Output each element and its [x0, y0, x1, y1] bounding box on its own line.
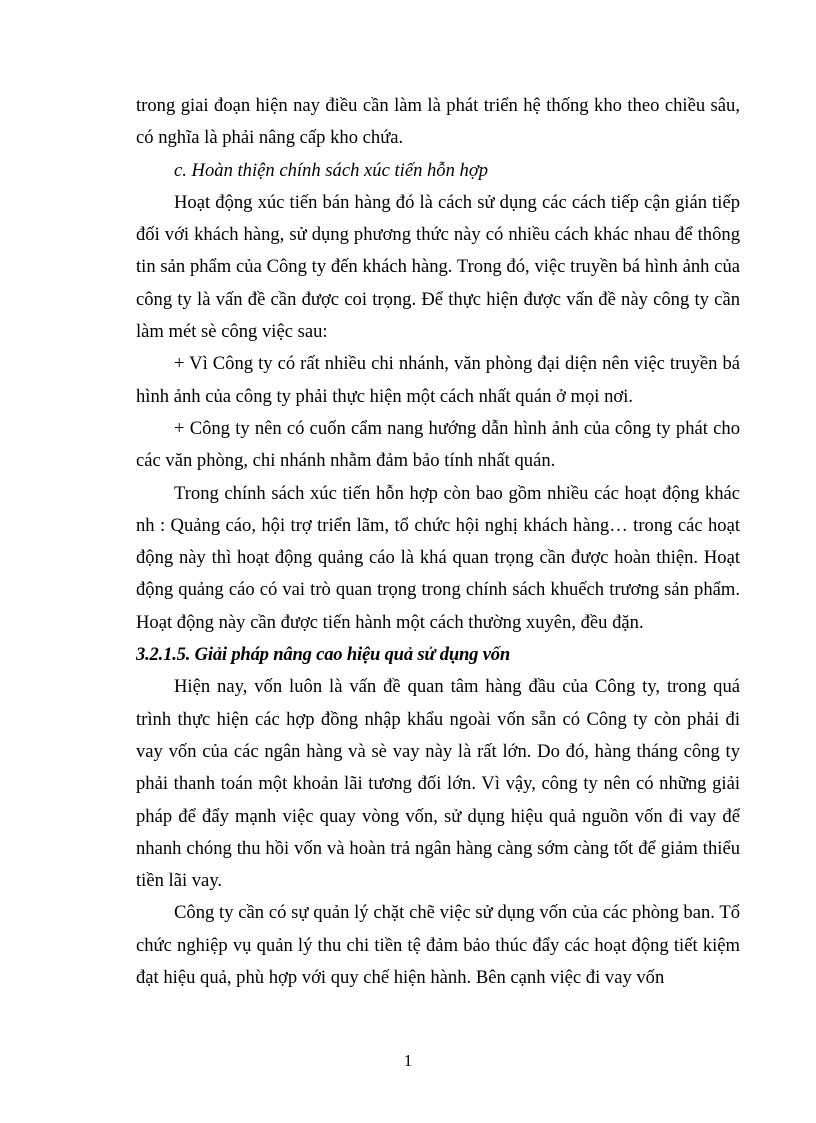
paragraph-capital-loans: Hiện nay, vốn luôn là vấn đề quan tâm hàng đầu của Công ty, trong quá trình thực hiện các hợp đồng nhập khẩu ngoài vốn sẵn có Công ty còn phải đi vay vốn của các ngân hàng và sè vay này là rất lớn. Do đó, hàng tháng công ty phải thanh toán một khoản lãi tương đối lớn. Vì vậy, công ty nên có những giải pháp để đẩy mạnh việc quay vòng vốn, sử dụng hiệu quả nguồn vốn đi vay để nhanh chóng thu hồi vốn và hoàn trả ngân hàng càng sớm càng tốt để giảm thiểu tiền lãi vay.	[136, 676, 740, 892]
section-heading-capital: 3.2.1.5. Giải pháp nâng cao hiệu quả sử dụng vốn	[136, 644, 511, 666]
document-body	[136, 90, 740, 994]
page-number: 1	[403, 1051, 413, 1070]
paragraph-bullet-handbook: + Công ty nên có cuốn cẩm nang hướng dẫn hình ảnh của công ty phát cho các văn phòng, chi nhánh nhằm đảm bảo tính nhất quán.	[136, 417, 740, 472]
paragraph-advertising: Trong chính sách xúc tiến hỗn hợp còn bao gồm nhiều các hoạt động khác nh : Quảng cáo, hội trợ triển lãm, tổ chức hội nghị khách hàng… trong các hoạt động này thì hoạt động quảng cáo là khá quan trọng cần được hoàn thiện. Hoạt động quảng cáo có vai trò quan trọng trong chính sách khuếch trương sản phẩm. Hoạt động này cần được tiến hành một cách thường xuyên, đều đặn.	[136, 482, 740, 633]
paragraph-promotion-intro: Hoạt động xúc tiến bán hàng đó là cách sử dụng các cách tiếp cận gián tiếp đối với khách hàng, sử dụng phương thức này có nhiều cách khác nhau để thông tin sản phẩm của Công ty đến khách hàng. Trong đó, việc truyền bá hình ảnh của công ty là vấn đề cần được coi trọng. Để thực hiện được vấn đề này công ty cần làm mét sè công việc sau:	[136, 191, 740, 343]
paragraph-bullet-branches: + Vì Công ty có rất nhiều chi nhánh, văn phòng đại diện nên việc truyền bá hình ảnh của công ty phải thực hiện một cách nhất quán ở mọi nơi.	[136, 353, 740, 407]
paragraph-warehouse-continuation: trong giai đoạn hiện nay điều cần làm là phát triển hệ thống kho theo chiều sâu, có nghĩa là phải nâng cấp kho chứa.	[136, 95, 740, 149]
paragraph-capital-management: Công ty cần có sự quản lý chặt chẽ việc sử dụng vốn của các phòng ban. Tổ chức nghiệp vụ quản lý thu chi tiền tệ đảm bảo thúc đẩy các hoạt động tiết kiệm đạt hiệu quả, phù hợp với quy chế hiện hành. Bên cạnh việc đi vay vốn	[136, 902, 740, 989]
subsection-heading-promotion: c. Hoàn thiện chính sách xúc tiến hỗn hợp	[174, 159, 489, 181]
